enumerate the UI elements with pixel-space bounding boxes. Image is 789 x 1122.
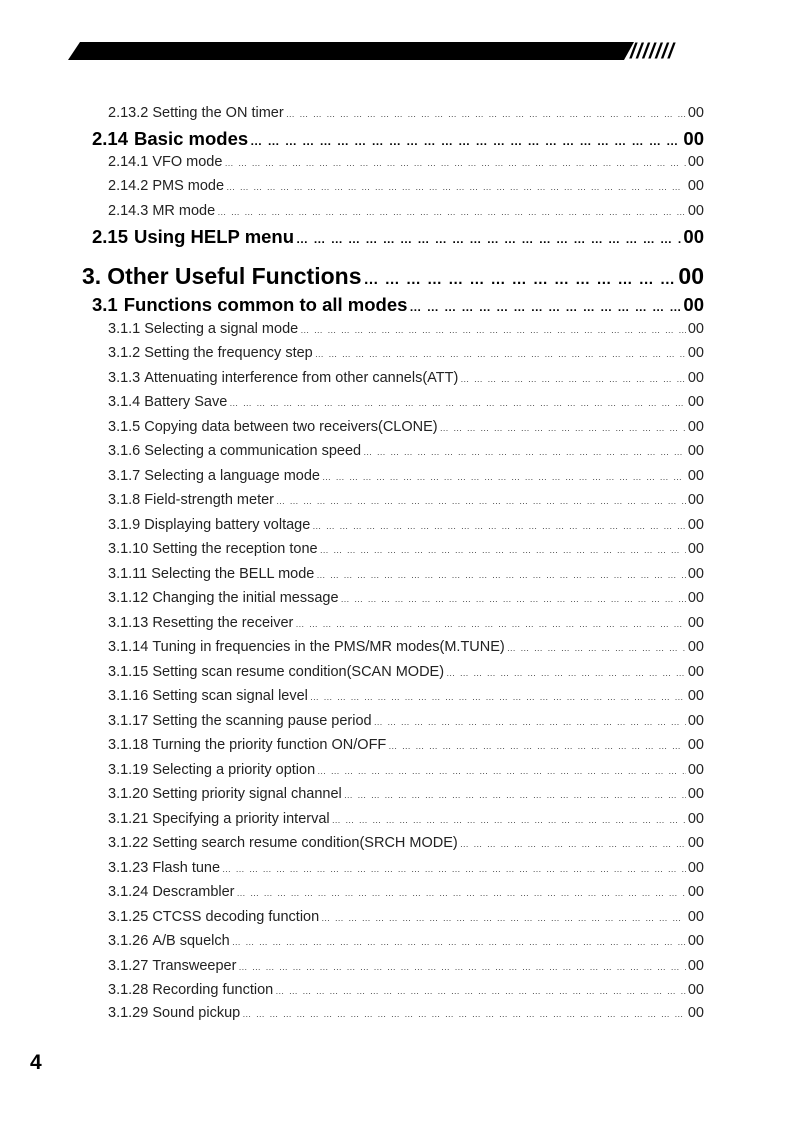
toc-entry-title: Specifying a priority interval: [152, 811, 330, 827]
toc-entry-title: Selecting a signal mode: [144, 321, 299, 337]
toc-entry-number: 3.1: [92, 294, 118, 315]
toc-entry-page: 00: [687, 664, 704, 680]
toc-entry[interactable]: [108, 321, 704, 343]
toc-entry[interactable]: [108, 419, 704, 441]
toc-entry-page: 00: [687, 762, 704, 778]
toc-entry-title: Field-strength meter: [144, 492, 274, 508]
toc-entry-number: 3.1.25: [108, 909, 149, 925]
dot-leader: [344, 790, 686, 800]
toc-entry-title: Recording function: [152, 982, 274, 998]
toc-entry-title: Tuning in frequencies in the PMS/MR modes(M.TUNE): [152, 639, 505, 655]
toc-entry-title: Selecting a communication speed: [144, 443, 362, 459]
toc-entry[interactable]: [108, 713, 704, 735]
toc-entry-page: 00: [687, 517, 704, 533]
toc-entry-number: 3.1.15: [108, 664, 149, 680]
toc-entry[interactable]: [108, 688, 704, 710]
dot-leader: [316, 570, 686, 580]
header-bar-stripe: [68, 42, 634, 60]
toc-entry-page: 00: [687, 541, 704, 557]
toc-entry-page: 00: [687, 492, 704, 508]
dot-leader: [332, 815, 686, 825]
toc-entry-title: Using HELP menu: [134, 226, 295, 247]
toc-entry-title: MR mode: [152, 203, 216, 219]
toc-entry-page: 00: [687, 884, 704, 900]
dot-leader: [310, 692, 686, 702]
toc-entry[interactable]: [108, 958, 704, 980]
header-bar: [68, 42, 718, 60]
toc-entry-number: 3.1.1: [108, 321, 141, 337]
toc-entry-number: 3.1.12: [108, 590, 149, 606]
toc-entry-title: Sound pickup: [152, 1005, 241, 1021]
toc-entry-page: 00: [683, 294, 704, 315]
dot-leader: [363, 271, 676, 288]
toc-entry-page: 00: [687, 688, 704, 704]
toc-entry-number: 3.1.22: [108, 835, 149, 851]
toc-entry[interactable]: [108, 860, 704, 882]
dot-leader: [276, 496, 686, 506]
toc-entry-number: 3.1.23: [108, 860, 149, 876]
toc-entry-title: Basic modes: [134, 128, 249, 149]
dot-leader: [388, 741, 686, 751]
toc-entry-number: 3.1.6: [108, 443, 141, 459]
toc-entry[interactable]: [108, 615, 704, 637]
toc-entry-number: 2.14.1: [108, 154, 149, 170]
dot-leader: [317, 766, 686, 776]
dot-leader: [242, 1009, 686, 1019]
toc-entry-title: CTCSS decoding function: [152, 909, 320, 925]
dot-leader: [460, 374, 686, 384]
toc-entry[interactable]: [108, 590, 704, 612]
toc-entry-number: 2.14.3: [108, 203, 149, 219]
dot-leader: [229, 398, 686, 408]
toc-entry-page: 00: [687, 639, 704, 655]
toc-entry-title: Selecting a language mode: [144, 468, 320, 484]
toc-entry[interactable]: [92, 226, 704, 250]
dot-leader: [363, 447, 686, 457]
toc-entry[interactable]: [108, 811, 704, 833]
toc-entry-number: 3.1.21: [108, 811, 149, 827]
toc-entry[interactable]: [108, 1005, 704, 1027]
toc-entry[interactable]: [108, 345, 704, 367]
toc-entry[interactable]: [108, 178, 704, 200]
toc-entry-page: 00: [687, 737, 704, 753]
toc-entry-page: 00: [683, 226, 704, 247]
dot-leader: [322, 472, 686, 482]
toc-entry-page: 00: [687, 615, 704, 631]
toc-entry[interactable]: [108, 933, 704, 955]
dot-leader: [224, 158, 685, 168]
toc-entry[interactable]: [108, 105, 704, 127]
toc-entry-page: 00: [687, 713, 704, 729]
dot-leader: [226, 182, 686, 192]
toc-entry[interactable]: [108, 203, 704, 225]
toc-entry[interactable]: [108, 909, 704, 931]
toc-entry-title: Displaying battery voltage: [144, 517, 311, 533]
toc-entry-title: Setting search resume condition(SRCH MODE): [152, 835, 458, 851]
dot-leader: [374, 717, 686, 727]
dot-leader: [217, 207, 686, 217]
toc-entry-title: PMS mode: [152, 178, 225, 194]
toc-entry[interactable]: [108, 492, 704, 514]
toc-entry-page: 00: [687, 786, 704, 802]
toc-entry-number: 3.1.26: [108, 933, 149, 949]
dot-leader: [275, 986, 686, 996]
toc-entry-number: 3.1.17: [108, 713, 149, 729]
dot-leader: [460, 839, 686, 849]
toc-entry-page: 00: [687, 443, 704, 459]
toc-entry-page: 00: [687, 566, 704, 582]
toc-entry-number: 3.1.11: [108, 566, 148, 582]
dot-leader: [321, 913, 686, 923]
toc-entry[interactable]: [108, 664, 704, 686]
toc-entry[interactable]: [108, 394, 704, 416]
toc-entry-title: Turning the priority function ON/OFF: [152, 737, 387, 753]
toc-entry-page: 00: [687, 811, 704, 827]
toc-entry[interactable]: [108, 737, 704, 759]
toc-entry-page: 00: [687, 860, 704, 876]
toc-entry-number: 3.1.28: [108, 982, 149, 998]
toc-entry-page: 00: [687, 154, 704, 170]
toc-entry-title: VFO mode: [152, 154, 223, 170]
toc-entry[interactable]: [92, 294, 704, 318]
dot-leader: [440, 423, 686, 433]
toc-entry[interactable]: [108, 541, 704, 563]
dot-leader: [250, 134, 681, 148]
toc-entry-title: Descrambler: [152, 884, 235, 900]
toc-entry-page: 00: [687, 345, 704, 361]
toc-entry-title: Flash tune: [152, 860, 221, 876]
toc-entry-page: 00: [687, 933, 704, 949]
toc-entry-number: 2.14: [92, 128, 129, 149]
toc-entry[interactable]: [82, 263, 704, 293]
toc-entry[interactable]: [92, 128, 704, 152]
dot-leader: [312, 521, 686, 531]
dot-leader: [446, 668, 686, 678]
toc-entry-page: 00: [687, 321, 704, 337]
toc-entry-title: A/B squelch: [152, 933, 230, 949]
toc-entry[interactable]: [108, 370, 704, 392]
toc-entry[interactable]: [108, 517, 704, 539]
dot-leader: [286, 109, 686, 119]
toc-entry-title: Setting the reception tone: [152, 541, 318, 557]
toc-entry-number: 3.1.19: [108, 762, 149, 778]
toc-entry-title: Attenuating interference from other cannels(ATT): [144, 370, 459, 386]
toc-entry-title: Functions common to all modes: [123, 294, 408, 315]
toc-entry-number: 3.1.16: [108, 688, 149, 704]
toc-entry-number: 3.1.29: [108, 1005, 149, 1021]
toc-entry-title: Changing the initial message: [152, 590, 339, 606]
toc-entry-page: 00: [678, 263, 704, 289]
toc-entry-number: 2.14.2: [108, 178, 149, 194]
dot-leader: [315, 349, 686, 359]
toc-entry-page: 00: [687, 419, 704, 435]
toc-entry-number: 3.: [82, 263, 102, 289]
toc-entry-title: Battery Save: [144, 394, 228, 410]
toc-entry[interactable]: [108, 835, 704, 857]
toc-entry-title: Copying data between two receivers(CLONE): [144, 419, 438, 435]
dot-leader: [507, 643, 686, 653]
toc-entry-number: 3.1.18: [108, 737, 149, 753]
toc-entry-title: Setting the ON timer: [152, 105, 284, 121]
dot-leader: [296, 232, 681, 246]
toc-entry-page: 00: [687, 105, 704, 121]
toc-entry[interactable]: [108, 443, 704, 465]
toc-entry-number: 3.1.20: [108, 786, 149, 802]
dot-leader: [295, 619, 685, 629]
toc-entry-number: 3.1.7: [108, 468, 141, 484]
toc-entry-page: 00: [687, 394, 704, 410]
dot-leader: [320, 545, 686, 555]
toc-entry[interactable]: [108, 884, 704, 906]
toc-entry-number: 3.1.13: [108, 615, 149, 631]
dot-leader: [300, 325, 686, 335]
dot-leader: [238, 962, 685, 972]
toc-entry-number: 3.1.27: [108, 958, 149, 974]
toc-entry-page: 00: [687, 468, 704, 484]
toc-entry-title: Setting priority signal channel: [152, 786, 342, 802]
toc-entry-number: 3.1.24: [108, 884, 149, 900]
toc-entry-title: Transweeper: [152, 958, 237, 974]
dot-leader: [222, 864, 686, 874]
toc-entry-page: 00: [687, 909, 704, 925]
toc-entry-number: 3.1.8: [108, 492, 141, 508]
dot-leader: [237, 888, 686, 898]
toc-entry[interactable]: [108, 639, 704, 661]
toc-entry-page: 00: [687, 178, 704, 194]
toc-entry-page: 00: [687, 590, 704, 606]
dot-leader: [341, 594, 686, 604]
toc-entry[interactable]: [108, 566, 704, 588]
page-number: 4: [30, 1051, 42, 1074]
dot-leader: [232, 937, 686, 947]
toc-entry-number: 3.1.4: [108, 394, 141, 410]
toc-entry-title: Selecting a priority option: [152, 762, 316, 778]
toc-entry-title: Selecting the BELL mode: [151, 566, 315, 582]
toc-entry-number: 3.1.9: [108, 517, 141, 533]
header-slash-marks: ///////: [630, 42, 675, 60]
dot-leader: [409, 300, 681, 314]
toc-entry-page: 00: [687, 203, 704, 219]
toc-entry[interactable]: [108, 982, 704, 1004]
toc-entry-title: Setting scan signal level: [152, 688, 308, 704]
toc-entry-title: Other Useful Functions: [107, 263, 362, 289]
toc-entry[interactable]: [108, 468, 704, 490]
toc-entry-number: 3.1.2: [108, 345, 141, 361]
toc-entry-number: 2.13.2: [108, 105, 149, 121]
toc-entry-title: Setting scan resume condition(SCAN MODE): [152, 664, 445, 680]
toc-entry-page: 00: [683, 128, 704, 149]
toc-entry-page: 00: [687, 982, 704, 998]
toc-entry-title: Setting the scanning pause period: [152, 713, 372, 729]
toc-entry-title: Setting the frequency step: [144, 345, 313, 361]
toc-entry-number: 3.1.3: [108, 370, 141, 386]
toc-entry-page: 00: [687, 1005, 704, 1021]
toc-entry[interactable]: [108, 786, 704, 808]
toc-entry[interactable]: [108, 762, 704, 784]
toc-entry-page: 00: [687, 958, 704, 974]
toc-entry-page: 00: [687, 370, 704, 386]
toc-entry-page: 00: [687, 835, 704, 851]
toc-entry-number: 2.15: [92, 226, 129, 247]
toc-entry-title: Resetting the receiver: [152, 615, 294, 631]
toc-entry-number: 3.1.5: [108, 419, 141, 435]
toc-entry-number: 3.1.14: [108, 639, 149, 655]
toc-entry[interactable]: [108, 154, 704, 176]
toc-entry-number: 3.1.10: [108, 541, 149, 557]
